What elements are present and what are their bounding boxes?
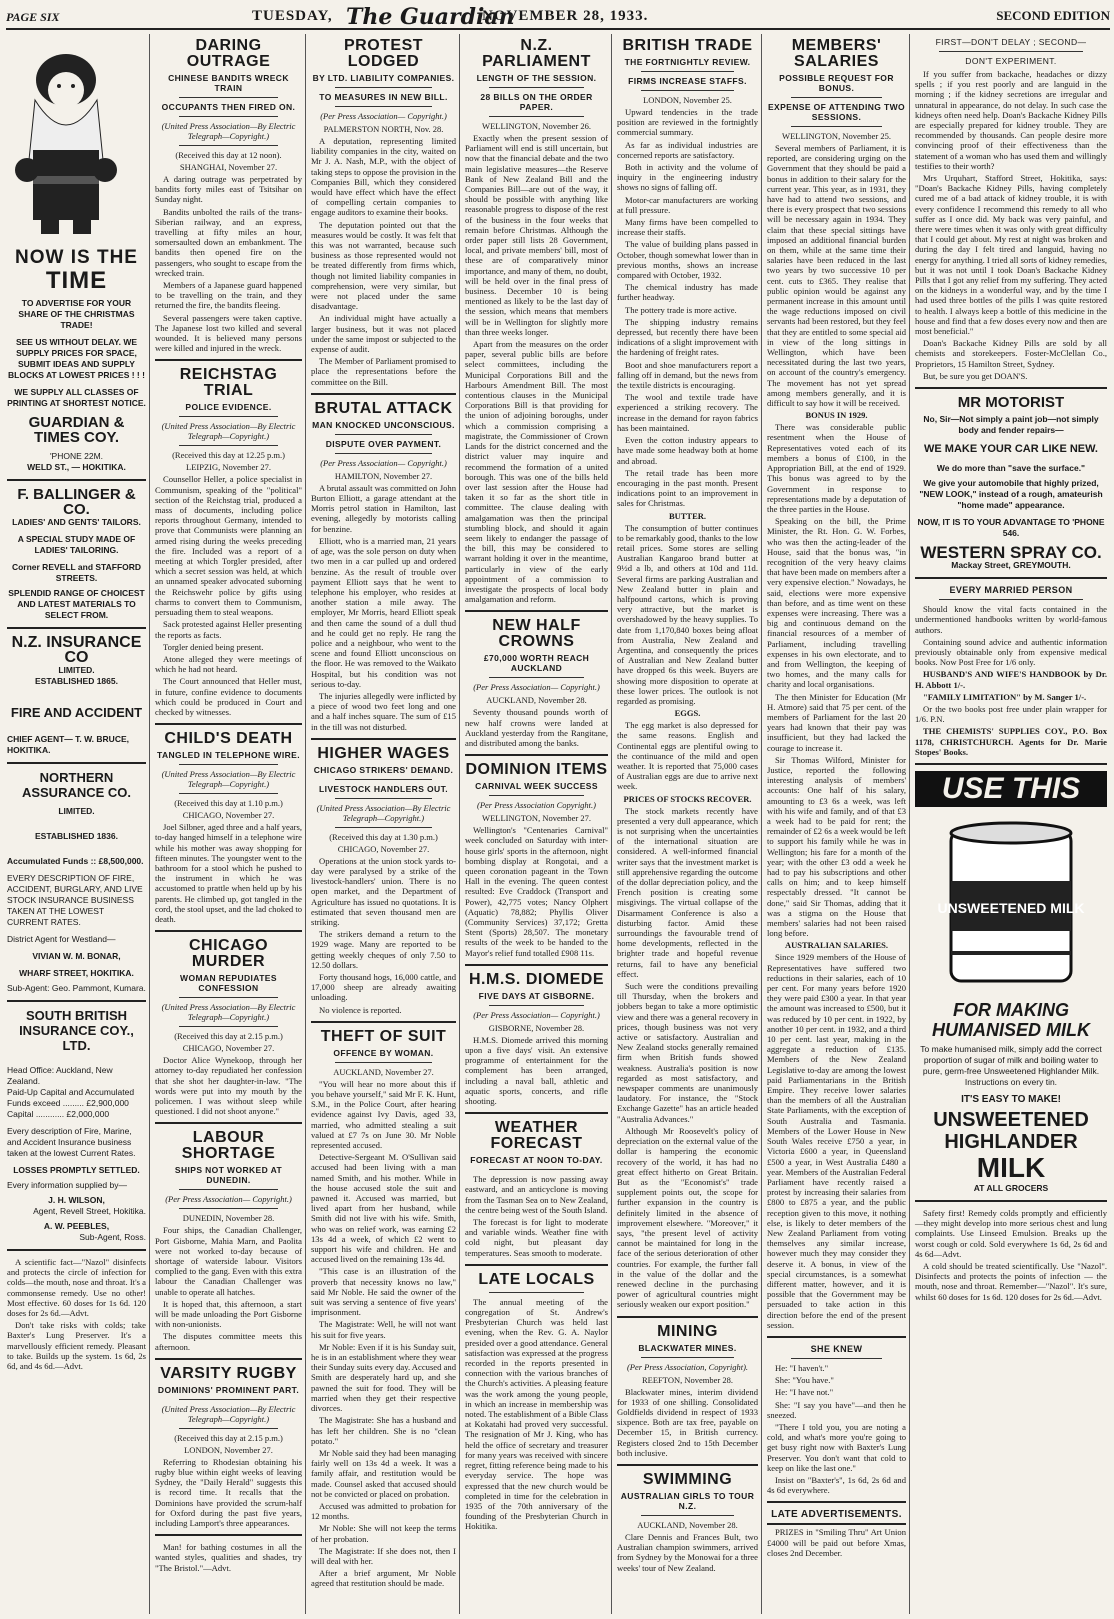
article-paragraph: He: "I haven't."	[775, 1362, 829, 1373]
subhead: OFFENCE BY WOMAN.	[333, 1047, 434, 1058]
article-paragraph: The injuries allegedly were inflicted by a piece of wood two feet long and one and a half inches square. The sum of £15 in the till was not disturbed.	[311, 690, 456, 732]
article-paragraph: PRIZES in "Smiling Thru" Art Union £4000 will be paid out before Xmas, closes 2nd December.	[767, 1527, 906, 1558]
dateline: DUNEDIN, November 28.	[182, 1213, 275, 1224]
mr-motorist-heading: MR MOTORIST	[957, 394, 1065, 412]
dateline: AUCKLAND, November 27.	[333, 1066, 434, 1077]
headline-swimming: SWIMMING	[642, 1470, 733, 1488]
article-paragraph: HUSBAND'S AND WIFE'S HANDBOOK by Dr. H. Abbott 1/-.	[915, 669, 1107, 690]
article-paragraph: The annual meeting of the congregation of St. Andrew's Presbyterian Church was held last evening, when the Rev. G. A. Naylor presided over a good attendance. General satisfaction was expressed at the progress recorded in the reports presented in connection with the various branches of the Church's activities. A pleasing feature was the work among the young people, in which an increase in membership was noted. The establishment of a Bible Class at Kokatahi had proved very successful. The resignation of Mr J. King, who has held the office of secretary and treasurer for many years was received with sincere regret, fitting reference being made to his everyday service. The hope was expressed that the new church would be completed in time for the celebration in 1935 of the 70th anniversary of the founding of the Presbyterian Church in Hokitika.	[465, 1296, 608, 1532]
northern-subagent: Sub-Agent: Geo. Pammont, Kumara.	[7, 983, 146, 993]
motorist-text: We give your automobile that highly prized, "NEW LOOK," instead of a rough, amateurish "home made" appearance.	[919, 478, 1103, 511]
headline-chicago-murder: CHICAGO MURDER	[188, 937, 269, 971]
dateline: REEFTON, November 28.	[642, 1374, 733, 1385]
received-line: (Received this day at 2.15 p.m.)	[174, 1031, 283, 1042]
doans-intro: FIRST—DON'T DELAY ; SECOND—	[935, 37, 1087, 47]
nz-fire-accident: FIRE AND ACCIDENT	[10, 705, 143, 720]
article-paragraph: Many firms have been compelled to increase their staffs.	[617, 217, 758, 238]
subhead: WOMAN REPUDIATES CONFESSION	[180, 973, 277, 994]
article-paragraph: Should know the vital facts contained in the undermentioned handbooks written by world-famous authors.	[915, 604, 1107, 635]
milk-label: MILK	[976, 1151, 1046, 1183]
article-paragraph: Sir Thomas Wilford, Minister for Justice, reported the following interesting analysis of members' accounts: One half of his salary, amounting to £3 6s a week, was left with his wife and family, and of that £3 a week had to be paid for rent; the remainder of £2 6s a week would be left to support his family while he was in Wellington; his fare for a month of the year; with the other £3 odd a week he had to pay his subscriptions and other calls on him; and to keep himself respectably dressed. "It cannot be done," said Sir Thomas, adding that it was a stigma on the House that members' salaries had not been raised long before.	[767, 754, 906, 939]
article-paragraph: The Court announced that Heller must, in future, confine evidence to documents which could be produced in Court and checked by witnesses.	[155, 676, 302, 717]
article-paragraph: Doan's Backache Kidney Pills are sold by all chemists and storekeepers. Foster-McClellan Co., Proprietors, 15 Hamilton Street, Sydney.	[915, 338, 1107, 369]
ballinger-study: A SPECIAL STUDY MADE OF LADIES' TAILORING.	[17, 534, 136, 555]
section-stocks: PRICES OF STOCKS RECOVER.	[623, 793, 752, 804]
received-line: (Received this day at 1.10 p.m.)	[174, 798, 283, 809]
unsweetened-label: UNSWEETENED	[933, 1108, 1089, 1131]
advertise-text: TO ADVERTISE FOR YOUR SHARE OF THE CHRISTMAS TRADE!	[18, 298, 135, 330]
guardian-times-name: GUARDIAN & TIMES COY.	[28, 414, 125, 446]
dateline: PALMERSTON NORTH, Nov. 28.	[323, 124, 444, 134]
dateline: SHANGHAI, November 27.	[179, 162, 278, 172]
dateline: GISBORNE, November 28.	[488, 1022, 585, 1033]
at-all-grocers: AT ALL GROCERS	[973, 1182, 1049, 1193]
article-paragraph: Even the cotton industry appears to have made some headway both at home and abroad.	[617, 435, 758, 466]
article-paragraph: No violence is reported.	[319, 1004, 402, 1015]
received-line: (Received this day at 1.30 p.m.)	[329, 831, 438, 842]
column-5	[614, 34, 762, 1614]
headline-dominion-items: DOMINION ITEMS	[465, 761, 608, 779]
article-paragraph: The value of building plans passed in October, though somewhat lower than in previous months, shows an increase compared with October, 1932.	[617, 239, 758, 281]
dateline: AUCKLAND, November 28.	[486, 695, 587, 706]
article-paragraph: Insist on "Baxter's", 1s 6d, 2s 6d and 4s 6d everywhere.	[767, 1474, 906, 1496]
nazol-advert: A scientific fact—"Nazol" disinfects and protects the circle of infection for colds—the mouth, nose and throat. It's a commonsense remedy. Use no other! Most effective. 60 doses for 1s 6d. 120 doses for 2s 6d.—Advt.	[7, 1257, 146, 1319]
article-paragraph: Forty thousand hogs, 16,000 cattle, and 17,000 sheep are already awaiting unloading.	[311, 971, 456, 1003]
northern-funds: Accumulated Funds :: £8,500,000.	[7, 856, 144, 866]
article-paragraph: The Magistrate: She has a husband and has left her children. She is no "clean potato."	[311, 1415, 456, 1446]
credit-line: (Per Press Association— Copyright.)	[473, 682, 600, 693]
column-ads-left	[4, 34, 150, 1614]
column-4	[462, 34, 612, 1614]
article-paragraph: The Magistrate: If she does not, then I will deal with her.	[311, 1545, 456, 1566]
headline-daring-outrage: DARING OUTRAGE	[186, 37, 271, 70]
article-paragraph: The Member of Parliament promised to place the representations before the committee on the Bill.	[311, 356, 456, 387]
dateline: LONDON, November 27.	[184, 1444, 273, 1455]
masthead-date: NOVEMBER 28, 1933.	[482, 8, 649, 24]
subhead: £70,000 WORTH REACH AUCKLAND	[483, 653, 590, 674]
article-paragraph: The egg market is also depressed for the same reasons. English and Continental eggs are plentiful owing to the continuance of the mild and open weather. It is reported that 75,000 cases of Australian eggs are due to arrive next week.	[617, 720, 758, 792]
see-us-text: SEE US WITHOUT DELAY. WE SUPPLY PRICES FOR SPACE, SUBMIT IDEAS AND SUPPLY BLOCKS AT LOWEST PRICES ! ! !	[8, 337, 145, 380]
south-british-head: Head Office: Auckland, New Zealand.	[7, 1065, 113, 1086]
article-paragraph: Both in activity and the volume of inquiry in the engineering industry shows no signs of falling off.	[617, 162, 758, 193]
headline-theft-of-suit: THEFT OF SUIT	[320, 1027, 447, 1045]
dateline: WELLINGTON, November 26.	[482, 121, 591, 131]
south-british-capital: Capital ............ £2,000,000	[7, 1109, 110, 1119]
article-paragraph: "You will hear no more about this if you behave yourself," said Mr F. K. Hunt, S.M., in the Police Court, after hearing evidence against Ivy Davis, aged 33, married, who admitted stealing a suit valued at £7 7s on June 30. Mr Noble represented accused.	[311, 1078, 456, 1151]
article-paragraph: The forecast is for light to moderate and variable winds. Weather fine with cold night, but pleasant day temperatures. Seas smooth to moderate.	[465, 1217, 608, 1258]
dateline: WELLINGTON, November 25.	[782, 131, 891, 141]
column-ads-right	[912, 34, 1110, 1614]
subhead: TO MEASURES IN NEW BILL.	[319, 92, 448, 102]
headline-brutal-attack: BRUTAL ATTACK	[314, 399, 453, 417]
northern-district: District Agent for Westland—	[7, 934, 116, 944]
motorist-text: We do more than "save the surface."	[936, 463, 1086, 474]
article-paragraph: The pottery trade is more active.	[625, 304, 737, 315]
article-paragraph: THE CHEMISTS' SUPPLIES COY., P.O. Box 1178, CHRISTCHURCH. Agents for Dr. Marie Stopes' Books.	[915, 726, 1107, 757]
headline-reichstag-trial: REICHSTAG TRIAL	[179, 366, 278, 400]
northern-limited: LIMITED.	[58, 806, 95, 816]
nz-insurance-name: N.Z. INSURANCE CO	[11, 634, 142, 666]
dateline: LONDON, November 25.	[643, 95, 732, 105]
headline-higher-wages: HIGHER WAGES	[317, 744, 450, 762]
credit-line: (United Press Association—By Electric Telegraph—Copyright.)	[161, 1002, 296, 1023]
easy-to-make: IT'S EASY TO MAKE!	[961, 1093, 1061, 1105]
credit-line: (Per Press Association— Copyright.)	[473, 1009, 600, 1020]
subhead: BLACKWATER MINES.	[638, 1342, 737, 1353]
doans-heading: DON'T EXPERIMENT.	[965, 56, 1057, 66]
article-paragraph: The shipping industry remains depressed, but recently there have been indications of a slight improvement with the hardening of freight rates.	[617, 316, 758, 358]
headline-varsity-rugby: VARSITY RUGBY	[160, 1364, 297, 1382]
article-paragraph: Since 1929 members of the House of Representatives have suffered two reductions in their salaries, each of 10 per cent. For many years before 1920 they were paid £300 a year. In that year the amount was increased to £500, but it was reduced by 10 per cent. in 1922, by another 10 per cent. in 1932, and a third 10 per cent. last year, making in the aggregate a reduction of £135. Members of the New Zealand Legislative to-day are among the lowest paid Parliamentarians in the British Empire. They receive lower salaries than the members of all the Australian State Parliaments, with the exception of South Australia and Tasmania. Members of the Lower House in New South Wales receive £750 a year, in Victoria £600 a year, in Queensland £500 a year, in West Australia £480 a year. Members of the Australian Federal Parliament have recently raised a protest by increasing their salaries from £800 to £875 a year, and the public reception given to this move, it nothing else, is likely to deter members of the New Zealand Parliament from voting themselves any similar increase, however much they may consider they deserve it. A bonus, in view of the special circumstances, is a somewhat different matter, however, and it is possible that the Government may be persuaded to take action in this direction before the end of the present session.	[767, 952, 906, 1330]
headline-late-locals: LATE LOCALS	[478, 1270, 595, 1288]
credit-line: (United Press Association—By Electric Telegraph—Copyright.)	[161, 769, 296, 790]
headline-new-half-crowns: NEW HALF CROWNS	[492, 617, 581, 651]
milk-can-illustration	[916, 811, 1106, 991]
credit-line: (United Press Association—By Electric Telegraph—Copyright.)	[316, 802, 451, 823]
article-paragraph: The depression is now passing away eastward, and an anticyclone is moving from the Tasman Sea on to New Zealand, the centre being west of the South Island.	[465, 1174, 608, 1215]
milk-instructions: To make humanised milk, simply add the correct proportion of sugar of milk and boiling water to pure, germ-free Unsweetened Highlander Milk. Instructions on every tin.	[920, 1043, 1102, 1087]
masthead	[6, 4, 1110, 30]
article-paragraph: The consumption of butter continues to be remarkably good, thanks to the low retail prices. Some stores are selling Australian Kangaroo brand butter at 9½d a lb, and others at 10d and 11d. Several firms are parking Australian and New Zealand butter in plain and halfpound cartons, which is proving very attractive, but the market is overshadowed by the heavy supplies. To date from 1,170,840 boxes being afloat from Australia, New Zealand and Argentina, and consequently the prices of Australian and New Zealand butter have dropped 6s this week. Buyers are showing more disposition to operate at these lower prices. The outlook is not regarded as promising.	[617, 522, 758, 706]
credit-line: (Per Press Association— Copyright.)	[320, 457, 447, 468]
headline-members-salaries: MEMBERS' SALARIES	[791, 37, 882, 70]
ballinger-corner: Corner REVELL and STAFFORD STREETS.	[11, 562, 142, 583]
article-paragraph: If you suffer from backache, headaches or dizzy spells ; if you rest poorly and are languid in the morning ; if the kidney secretions are irregular and unnatural in appearance, do not delay. In such case the kidneys often need help. Doan's Backache Kidney Pills are especially prepared for kidney trouble. They are recommended by thousands. Can people desire more convincing proof of their effectiveness than the statement of a woman who has used them and willingly testifies to their worth?	[915, 69, 1107, 171]
subhead: 28 BILLS ON THE ORDER PAPER.	[480, 92, 593, 112]
subhead: FORECAST AT NOON TO-DAY.	[470, 1155, 603, 1166]
subhead: DOMINIONS' PROMINENT PART.	[157, 1384, 300, 1395]
headline-she-knew: SHE KNEW	[810, 1343, 863, 1354]
credit-line: (United Press Association—By Electric Telegraph—Copyright.)	[161, 1403, 296, 1424]
article-paragraph: After a brief argument, Mr Noble agreed that restitution should be made.	[311, 1568, 456, 1589]
article-paragraph: Mr Noble: Even if it is his Sunday suit, he is in an establishment where they wear their Sunday suits every day. Accused and Smith are desperately hard up, and she pawned the suit for food. They will be married when they get their respective divorces.	[311, 1341, 456, 1414]
article-paragraph: Referring to Rhodesian obtaining his rugby blue within eight weeks of leaving Sydney, the "Daily Herald" suggests this is record time. It recalls that the Dominions have provided the scrum-half for Oxford during the past five years, including Lamport's three appearances.	[155, 1456, 302, 1529]
article-paragraph: Mr Noble said they had been managing fairly well on 13s 4d a week. It was a family affair, and restitution would be made. Counsel asked that accused should not be convicted or placed on probation.	[311, 1447, 456, 1499]
baxter-advert: Don't take risks with colds; take Baxter's Lung Preserver. It's a marvellously efficient remedy. Pleasant to take. Builds up the system. 1s 6d, 2s 6d, and 4s 6d.—Advt.	[7, 1320, 146, 1372]
northern-agent: VIVIAN W. M. BONAR,	[32, 951, 121, 961]
article-paragraph: Several passengers were taken captive. The Japanese lost two killed and several wounded. It is believed many persons were killed and injured in the wreck.	[155, 312, 302, 354]
subhead: AUSTRALIAN GIRLS TO TOUR N.Z.	[620, 1490, 755, 1511]
subhead: MAN KNOCKED UNCONSCIOUS.	[312, 419, 455, 430]
headline-weather-forecast: WEATHER FORECAST	[490, 1119, 583, 1153]
article-paragraph: A brutal assault was committed on John Burton Elliott, a garage attendant at the Morris petrol station in Hamilton, last evening, allegedly by motorists calling for benzine.	[311, 482, 457, 534]
subhead: CHICAGO STRIKERS' DEMAND.	[313, 764, 454, 775]
section-butter: BUTTER.	[668, 510, 707, 521]
article-paragraph: H.M.S. Diomede arrived this morning upon a five days' visit. An extensive programme of entertainment for the complement has been arranged, including a naval ball, athletic and aquatic sports, concerts, and rifle shooting.	[465, 1034, 608, 1107]
south-british-paid: Paid-Up Capital and Accumulated Funds exceed ......... £2,900,000	[7, 1087, 135, 1108]
south-british-peebles-role: Sub-Agent, Ross.	[79, 1232, 146, 1242]
article-paragraph: Several members of Parliament, it is reported, are considering urging on the Government that they should be paid a bonus in addition to their salary for the current year. This year, as in 1931, they have had to attend two sessions, and there is every prospect that two sessions will be necessary again in 1934. They claim that these special sittings have imposed an additional financial burden on them, while at the same time their salaries have been reduced in the last two years by two successive 10 per cent. cuts to £365. They realise that public opinion would be against any permanent increase in this amount until the wage reductions imposed on civil servants had been restored, but they feel that they are entitled to some special aid in view of the long sittings in Wellington, which have been necessitated during the last two years, on account of the country's emergency. The movement has not yet spread among members generally, and it is difficult to say how it will be received.	[767, 143, 906, 409]
dateline: CHICAGO, November 27.	[182, 1043, 275, 1054]
subhead: LENGTH OF THE SESSION.	[476, 73, 597, 83]
credit-line: (Per Press Association Copyright.)	[477, 800, 596, 811]
use-this-banner: USE THIS	[915, 771, 1107, 807]
article-paragraph: Joel Silbner, aged three and a half years, to-day hanged himself in a telephone wire while his mother was away shopping for fifteen minutes. The youngster went to the bathroom for a stool which he pushed to the instrument in which he was accustomed to prattle when held up by his parents. He climbed up, got tangled in the cord, the stool upset, and the lad choked to death.	[155, 822, 303, 924]
headline-protest-lodged: PROTEST LODGED	[343, 37, 424, 70]
paper-title: The Guardian	[346, 4, 515, 30]
motorist-like-new: WE MAKE YOUR CAR LIKE NEW.	[924, 443, 1098, 456]
headline-hms-diomede: H.M.S. DIOMEDE	[468, 970, 604, 988]
article-paragraph: The disputes committee meets this afternoon.	[155, 1331, 302, 1352]
guardian-phone: 'PHONE 22M.	[49, 451, 104, 461]
article-paragraph: Members of a Japanese guard happened to be travelling on the train, and they returned the fire, the bandits fleeing.	[155, 280, 302, 311]
article-paragraph: The Magistrate: Well, he will not want his suit for five years.	[311, 1319, 456, 1340]
article-paragraph: Such were the conditions prevailing till Thursday, when the brokers and jobbers began to take a more optimistic view and there was a general recovery in prices, though business was not very active or satisfactory. Australian and New Zealand stocks generally remained firm when British funds showed weakness. Australia's position is now regarded as most satisfactory, and newspaper comments are unanimously laudatory. For instance, the "Stock Exchange Gazette" has an article headed "Australia Advances."	[617, 981, 758, 1124]
credit-line: (United Press Association—By Electric Telegraph—Copyright.)	[161, 421, 296, 442]
motorist-text: No, Sir—Not simply a paint job—not simply body and fender repairs—	[923, 414, 1099, 436]
headline-childs-death: CHILD'S DEATH	[164, 730, 293, 748]
article-paragraph: The deputation pointed out that the measures would be costly. It was felt that this was not warranted, because such business as those represented would not be treated differently from firms which, though not limited liability companies in comprehension, were very similar, but were not placed under the same disadvantage.	[311, 219, 456, 312]
bristol-advert: Man! for bathing costumes in all the wanted styles, qualities and shades, try "The Bristol."—Advt.	[155, 1542, 302, 1573]
column-6	[764, 34, 910, 1614]
article-paragraph: "FAMILY LIMITATION" by M. Sanger 1/-.	[923, 691, 1087, 702]
dateline: CHICAGO, November 27.	[337, 843, 430, 854]
nz-agent: CHIEF AGENT— T. W. BRUCE, HOKITIKA.	[7, 734, 129, 755]
northern-every: EVERY DESCRIPTION OF FIRE, ACCIDENT, BURGLARY, AND LIVE STOCK INSURANCE BUSINESS TAKEN AT THE LOWEST CURRENT RATES.	[7, 873, 143, 927]
subhead: DISPUTE OVER PAYMENT.	[325, 438, 442, 449]
subhead: EXPENSE OF ATTENDING TWO SESSIONS.	[767, 102, 906, 122]
article-paragraph: The retail trade has been more encouraging in the past month. Present indications point to an improvement in sales for Christmas.	[617, 467, 758, 509]
dateline: HAMILTON, November 27.	[334, 470, 433, 481]
subhead: THE FORTNIGHTLY REVIEW.	[624, 57, 751, 67]
article-paragraph: The stock markets recently have presented a very dull appearance, which is not surprising when the uncertainties of the international situation are considered. A well-informed financial writer says that the investment market is still apprehensive regarding the outcome of the dollar depreciation policy, and the French position is creating some misgivings. The virtual collapse of the Disarmament Conference is also a disturbing factor. Amid these surroundings the favourable trend of home developments, reflected in the brighter trade and hopeful revenue returns, fail to have any beneficial effect.	[617, 805, 758, 979]
article-paragraph: The chemical industry has made further headway.	[617, 282, 758, 303]
headline-mining: MINING	[657, 1322, 718, 1340]
article-paragraph: Atone alleged they were meetings of which he had not heard.	[155, 653, 302, 675]
article-paragraph: But, be sure you get DOAN'S.	[923, 370, 1028, 381]
received-line: (Received this day at 12 noon).	[175, 150, 282, 160]
south-british-peebles: A. W. PEEBLES,	[43, 1221, 110, 1231]
article-paragraph: "This case is an illustration of the proverb that necessity knows no law," said Mr Noble. He said the owner of the suit was serving a sentence of five years' imprisonment.	[311, 1266, 456, 1318]
article-paragraph: He: "I have not."	[775, 1387, 834, 1398]
south-british-name: SOUTH BRITISH INSURANCE COY., LTD.	[19, 1008, 134, 1053]
headline-late-advertisements: LATE ADVERTISEMENTS.	[771, 1509, 902, 1521]
south-british-wilson-addr: Agent, Revell Street, Hokitika.	[33, 1206, 146, 1216]
subhead: CHINESE BANDITS WRECK TRAIN	[168, 73, 289, 93]
subhead: FIRMS INCREASE STAFFS.	[628, 76, 747, 86]
linseed-advert: Safety first! Remedy colds promptly and efficiently—they might develop into more serious chest and lung complaints. Use Linseed Emulsion. Breaks up the worst cough or cold. Sold everywhere 1s 6d, 2s 6d and 4s 6d—Advt.	[915, 1207, 1107, 1259]
section-australian-salaries: AUSTRALIAN SALARIES.	[785, 940, 888, 951]
article-paragraph: Containing sound advice and authentic information previously obtainable only from expensive medical books. Now Post Free for 1/6 only.	[915, 636, 1107, 668]
article-paragraph: The wool and textile trade have experienced a striking recovery. The increase in the demand for rayon fabrics has been maintained.	[617, 392, 758, 433]
article-paragraph: Boot and shoe manufacturers report a falling off in demand, but the news from the textile districts is encouraging.	[617, 359, 758, 391]
subhead: BY LTD. LIABILITY COMPANIES.	[312, 73, 455, 83]
can-label: UNSWEETENED MILK	[937, 899, 1085, 916]
article-paragraph: Torgler denied being present.	[163, 641, 264, 652]
credit-line: (United Press Association—By Electric Telegraph—Copyright.)	[161, 121, 296, 141]
article-paragraph: A daring outrage was perpetrated by bandits forty miles east of Tsitsihar on Sunday night.	[155, 174, 302, 205]
page-label: PAGE SIX	[6, 10, 60, 24]
nazol-advert: A cold should be treated scientifically. Use "Nazol". Disinfects and protects the points of infection — the mouth, nose and throat. Remember—"Nazol". It's sure, whilst 60 doses for 1s 6d. 120 doses for 2s 6d.—Advt.	[915, 1260, 1107, 1302]
credit-line: (Per Press Association— Copyright.)	[165, 1194, 292, 1205]
article-paragraph: Counsellor Heller, a police specialist in Communism, speaking of the "political" section of the Reichstag trial, produced a mass of documents, including police reports throughout Germany, intended to prove that Communists were planning an armed rising during the weeks preceding the fire. Included was a report of a meeting at which Torgler presided, after which a secret session was held, at which an unnamed speaker advocated suborning the Reichswehr police by gifts using charms to convert them to Communism, persuading them to steal weapons.	[155, 474, 302, 618]
article-paragraph: The strikers demand a return to the 1929 wage. Many are reported to be getting weekly cheques of only 7.50 to 12.50 dollars.	[311, 929, 456, 970]
article-paragraph: "There I told you, you are noting a cold, and what's more you're going to get busy right now with Baxter's Lung Preserver. You don't want that cold to keep on like the last one."	[767, 1421, 906, 1473]
article-paragraph: There was considerable public resentment when the House of Representatives voted each of its members a bonus of £100, in the Appropriation Bill, at the end of 1929. This bonus was agreed to by the Government in response to representations made by a deputation of the three parties in the House.	[767, 422, 906, 514]
dateline: AUCKLAND, November 28.	[637, 1519, 738, 1530]
article-paragraph: Wellington's "Centenaries Carnival" week concluded on Saturday with inter-house girls' sports in the afternoon, night bombing display at Rongotai, and a queen coronation pageant in the Town Hall in the evening. The queen contest resulted: Eve Craddock (Transport and Power), 42,775 votes; Nancy Olphert (Aquatic) 78,882; Phyllis Oliver (Community Services) 37,172; Gretta Stent (Sports) 28,507. The monetary results of the week to be handed to the Mayor's relief fund totalled £908 11s.	[465, 825, 608, 958]
motorist-phone: NOW, IT IS TO YOUR ADVANTAGE TO 'PHONE 546.	[917, 517, 1105, 539]
article-paragraph: A deputation, representing limited liability companies in the city, waited on Mr J. A. Nash, M.P., with the object of taking steps to oppose the provision in the Companies Bill, which they considered would have effect which have the effect of compelling certain companies to engage auditors to examine their books.	[311, 136, 456, 218]
ballinger-name: F. BALLINGER & CO.	[17, 486, 136, 518]
time-word: TIME	[45, 267, 108, 294]
for-making-heading: FOR MAKING HUMANISED MILK	[932, 999, 1090, 1040]
western-spray-address: Mackay Street, GREYMOUTH.	[951, 560, 1071, 571]
subhead: FIVE DAYS AT GISBORNE.	[478, 990, 595, 1001]
article-paragraph: Elliott, who is a married man, 21 years of age, was the sole person on duty when two men in a car pulled up and ordered benzine. As the result of trouble over payment Elliott says that he went to telephone his employer, who resides at another station a mile away. The employer, Mr Morris, heard Elliott speak and then came the sound of a dull thud and he could get no reply. He rang the police and a neighbour, who went to the scene and found Elliott unconscious on the floor. He was removed to the Waikato Hospital, but his condition was not serious to-day.	[311, 535, 456, 689]
south-british-every: Every description of Fire, Marine, and Accident Insurance business taken at the lowest Current Rates.	[7, 1126, 136, 1158]
subhead: POLICE EVIDENCE.	[185, 402, 272, 413]
western-spray-name: WESTERN SPRAY CO.	[920, 543, 1102, 563]
article-paragraph: The then Minister for Education (Mr H. Atmore) said that 75 per cent. of the members of Parliament for the last 20 years had known that their pay was insufficient, but they had lacked the courage to increase it.	[767, 691, 906, 753]
article-paragraph: Apart from the measures on the order paper, several public bills are before select committees, including the Municipal Corporations Bill and the Harbours Amendment Bill. The most contentious clauses in the Municipal Corporations Bill is that providing for the union of adjoining boroughs, under which a commission comprising a magistrate, the Commissioner of Crown Lands for the district concerned and the district valuer may inquire and recommend the formation of a united borough. This was one of the bills held over last session after the House had taken it so far as the short title in committee. The clause dealing with amalgamation was then the principal stumbling block, and should it again seem likely to endanger the passage of the bill, this may be considered to warrant holding it over in the meantime, particularly in view of the early appointment of a commission to investigate the prospects of local body amalgamation and reform.	[465, 339, 608, 605]
article-paragraph: Doctor Alice Wynekoop, through her attorney to-day repudiated her confession that she shot her daughter-in-law. "The words were put into my mouth by the policemen. I was without sleep while questioned. I did not shoot anyone."	[155, 1055, 302, 1117]
article-paragraph: Seventy thousand pounds worth of new half crowns were landed at Auckland yesterday from the Rangitane, and distributed among the banks.	[465, 707, 608, 748]
article-paragraph: It is hoped that, this afternoon, a start will be made unloading the Port Gisborne with non-unionists.	[155, 1298, 302, 1330]
article-paragraph: Clare Dennis and Frances Bult, two Australian champion swimmers, arrived from Sydney by the Monowai for a three weeks' tour of New Zealand.	[617, 1531, 758, 1573]
received-line: (Received this day at 12.25 p.m.)	[172, 450, 285, 461]
article-paragraph: Accused was admitted to probation for 12 months.	[311, 1500, 456, 1522]
supply-text: WE SUPPLY ALL CLASSES OF PRINTING AT SHORTEST NOTICE.	[7, 387, 146, 408]
dateline: CHICAGO, November 27.	[182, 810, 275, 821]
column-2	[152, 34, 306, 1614]
received-line: (Received this day at 2.15 p.m.)	[174, 1432, 283, 1443]
article-paragraph: Or the two books post free under plain wrapper for 1/6. P.N.	[915, 703, 1107, 725]
nz-insurance-est: ESTABLISHED 1865.	[35, 676, 118, 686]
article-paragraph: Detective-Sergeant M. O'Sullivan said accused had been living with a man named Smith, and his mother. While in the house accused stole the suit and pawned it. Accused was married, but lived apart from her husband, while Smith did not live with his wife. Smith, who was on relief work, was earning £2 13s 4d a week, of which £2 went to support his wife and children. He and accused lived on the remaining 13s 4d.	[311, 1152, 456, 1265]
highlander-label: HIGHLANDER	[944, 1130, 1078, 1153]
subhead: CARNIVAL WEEK SUCCESS	[475, 781, 598, 792]
guardian-address: WELD ST., — HOKITIKA.	[27, 462, 126, 472]
article-paragraph: Four ships, the Canadian Challenger, Port Gisborne, Mahia Marn, and Paolita were not worked to-day because of shortage of waterside labour. Visitors complied to the gang. Even with this extra labour the Canadian Challenger was unable to operate all hatches.	[155, 1225, 302, 1297]
northern-assurance-name: NORTHERN ASSURANCE CO.	[21, 770, 132, 800]
ballinger-sub: LADIES' AND GENTS' TAILORS.	[12, 517, 141, 527]
credit-line: (Per Press Association— Copyright.)	[320, 111, 447, 121]
article-paragraph: An individual might have actually a larger business, but it was not placed under the same impost or subjected to the expense of audit.	[311, 313, 456, 355]
south-british-losses: LOSSES PROMPTLY SETTLED.	[13, 1165, 140, 1175]
headline-nz-parliament: N.Z. PARLIAMENT	[482, 37, 591, 70]
article-paragraph: Motor-car manufacturers are working at full pressure.	[617, 194, 758, 215]
subhead: POSSIBLE REQUEST FOR BONUS.	[779, 73, 894, 93]
northern-est: ESTABLISHED 1836.	[35, 831, 118, 841]
married-person-heading: EVERY MARRIED PERSON	[949, 585, 1073, 596]
article-paragraph: Mr Noble: She will not keep the terms of her probation.	[311, 1523, 456, 1544]
subhead: TANGLED IN TELEPHONE WIRE.	[157, 750, 300, 761]
article-paragraph: Bandits unbolted the rails of the trans-Siberian railway, and an express, travelling at fifty miles an hour, somersaulted down an embankment. The bandits then opened fire on the passengers, who sought to escape from the wrecked train.	[155, 206, 302, 278]
edition-label: SECOND EDITION	[996, 8, 1110, 23]
section-bonus: BONUS IN 1929.	[805, 410, 868, 421]
dateline: WELLINGTON, November 27.	[482, 813, 591, 824]
article-paragraph: She: "I say you have"—and then he sneezed.	[767, 1399, 906, 1420]
subhead: OCCUPANTS THEN FIRED ON.	[161, 102, 296, 112]
credit-line: (Per Press Association, Copyright).	[626, 1361, 749, 1372]
article-paragraph: Speaking on the bill, the Prime Minister, the Rt. Hon. G. W. Forbes, who was then the acting-leader of the House, said that the bonus was, "in recognition of the very heavy claims that have been made on members after a very expensive election." Nowadays, he said, elections were more expensive than before, and as time went on these expenses were increasing. There was a big and continuous demand on the financial resources of a member of Parliament, including travelling expenses in his own electorate, and to and from Wellington, the keeping of two homes, and the many calls for charity and local organisations.	[767, 516, 906, 690]
article-paragraph: Mrs Urquhart, Stafford Street, Hokitika, says: "Doan's Backache Kidney Pills, having completely cured me of a bad attack of kidney trouble, it is with every confidence I recommend this remedy to all who suffer as I once did. My back was very painful, and there were times when it was only with great difficulty that I could get about. My rest at night was broken and during the day I felt tired and languid, having no energy for anything. I tried all sorts of kidney remedies, but it was not until I took Doan's Backache Kidney Pills that I got any relief from my suffering. They acted on the kidneys in a wonderful way, and by the time I had used three bottles of the pills I was quite restored to health. I always keep a bottle of this medicine in the house and find that a few doses every now and then are most beneficial."	[915, 173, 1107, 337]
nz-insurance-limited: LIMITED.	[58, 665, 95, 675]
subhead: LIVESTOCK HANDLERS OUT.	[319, 783, 448, 794]
article-paragraph: Sack protested against Heller presenting the reports as facts.	[155, 619, 302, 640]
article-paragraph: Exactly when the present session of Parliament will end is still uncertain, but now that the financial debate and the two main legislative measures—the Reserve Bank of New Zealand Bill and the Companies Bill—are out of the way, it should be possible with anything like reasonable progress to dispose of the rest of the business in the four weeks that remain before Christmas. Although the order paper still lists 28 Government, local, and private members' bill, most of these are of comparatively minor importance, and many of them, no doubt, will be held over in the final press of business. December 10 is being mentioned as likely to be the last day of the session, which means that members will be in Wellington for slightly more than three weeks longer.	[465, 133, 608, 337]
masthead-day: TUESDAY,	[252, 8, 333, 24]
dateline: LEIPZIG, November 27.	[186, 462, 271, 473]
now-is-the: NOW IS THE	[15, 247, 138, 268]
subhead: SHIPS NOT WORKED AT DUNEDIN.	[174, 1165, 283, 1186]
headline-labour-shortage: LABOUR SHORTAGE	[181, 1129, 276, 1163]
article-paragraph: She: "You have."	[775, 1375, 834, 1386]
south-british-info: Every information supplied by—	[7, 1180, 128, 1190]
section-eggs: EGGS.	[674, 708, 701, 719]
santa-illustration	[7, 40, 125, 236]
article-paragraph: Operations at the union stock yards to-day were paralysed by a strike of the livestock-handlers' union. There is no open market, and the Department of Agriculture has issued no quotations. It is estimated that seven thousand men are striking.	[311, 855, 456, 927]
article-paragraph: Upward tendencies in the trade position are reviewed in the fortnightly commercial summary.	[617, 107, 758, 138]
ballinger-range: SPLENDID RANGE OF CHOICEST AND LATEST MATERIALS TO SELECT FROM.	[8, 588, 145, 620]
northern-wharf: WHARF STREET, HOKITIKA.	[19, 968, 134, 978]
south-british-wilson: J. H. WILSON,	[48, 1195, 105, 1205]
column-3	[308, 34, 460, 1614]
article-paragraph: As far as individual industries are concerned reports are satisfactory.	[617, 139, 758, 160]
article-paragraph: Blackwater mines, interim dividend for 1933 of one shilling. Consolidated Goldfields dividend in respect of 1933 sixpence. Both are tax free, payable on December 15, in British currency. Registers closed 2nd to 15th December both inclusive.	[617, 1386, 758, 1458]
headline-british-trade: BRITISH TRADE	[622, 37, 753, 54]
article-paragraph: Although Mr Roosevelt's policy of depreciation on the external value of the dollar is hampering the economic recovery of the world, it has had no great effect hitherto on Great Britain. But as the "Economist's" trade supplement points out, the scope for further expansion in the country is definitely limited in the absence of improvement elsewhere. "Moreover," it says, "the present level of activity cannot be maintained for long in the face of the serious deterioration of other countries. For example, the further fall in the value of the dollar and the renewed decline in the purchasing power of agricultural countries might seriously weaken our export position."	[617, 1125, 758, 1310]
